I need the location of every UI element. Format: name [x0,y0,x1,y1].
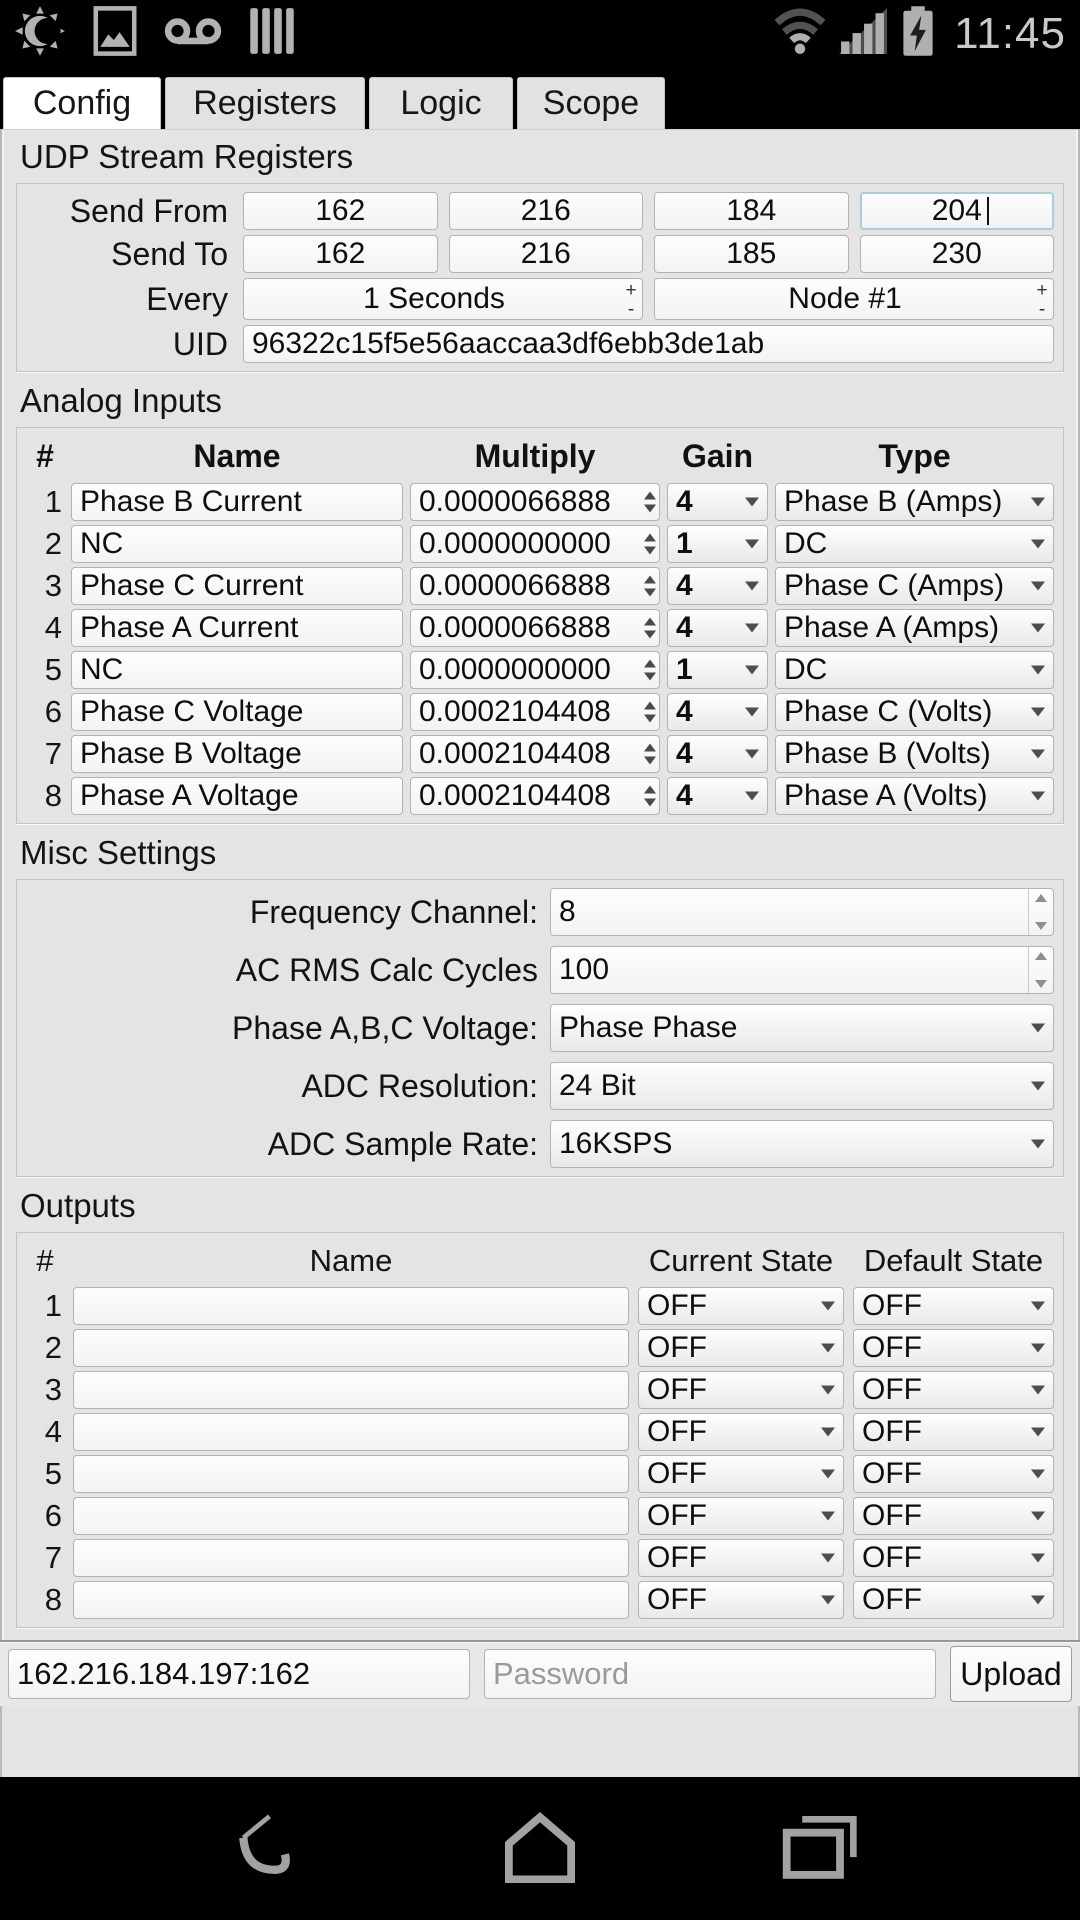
default-state-value: OFF [862,1499,922,1532]
tab-scope[interactable]: Scope [517,77,665,129]
chevron-down-icon [1031,1386,1045,1395]
spinner-arrows-icon[interactable] [644,744,656,765]
upload-bar [0,1640,1080,1706]
home-button[interactable] [495,1804,585,1894]
outputs-header-name: Name [309,1243,393,1278]
analog-row-number: 5 [44,652,62,687]
analog-gain-select[interactable] [667,567,768,605]
chevron-down-icon [1031,498,1045,507]
output-current-state-select[interactable] [638,1413,844,1451]
chevron-down-icon [821,1386,835,1395]
output-name-input[interactable] [73,1413,629,1451]
current-state-value: OFF [647,1541,707,1574]
analog-multiply-input[interactable] [410,483,660,521]
analog-gain-value: 1 [676,527,693,560]
spinner-arrows-icon[interactable] [644,534,656,555]
analog-type-value: Phase C (Volts) [784,695,993,728]
analog-row-number: 3 [44,568,62,603]
analog-type-value: Phase B (Volts) [784,737,991,770]
config-page [0,129,1080,1640]
tab-logic[interactable]: Logic [369,77,513,129]
analog-row-number: 7 [44,736,62,771]
analog-multiply-spinner [410,651,660,689]
analog-name-input[interactable] [71,693,403,731]
output-row-number: 4 [44,1414,62,1449]
analog-type-value: Phase B (Amps) [784,485,1003,518]
output-current-state-select[interactable] [638,1371,844,1409]
device-address-input[interactable] [8,1649,470,1699]
analog-gain-select[interactable] [667,483,768,521]
output-row-number: 3 [44,1372,62,1407]
send-from-octet-4[interactable] [860,192,1055,230]
output-default-state-select[interactable] [853,1413,1054,1451]
current-state-value: OFF [647,1499,707,1532]
analog-multiply-spinner [410,525,660,563]
analog-header-gain: Gain [681,438,754,474]
analog-type-select[interactable] [775,525,1054,563]
analog-type-value: Phase A (Volts) [784,779,988,812]
default-state-value: OFF [862,1373,922,1406]
adc-resolution-label: ADC Resolution: [301,1067,538,1104]
analog-inputs-title: Analog Inputs [20,382,222,419]
analog-name-input[interactable] [71,567,403,605]
output-current-state-select[interactable] [638,1581,844,1619]
analog-type-select[interactable] [775,735,1054,773]
output-default-state-select[interactable] [853,1497,1054,1535]
analog-gain-value: 1 [676,653,693,686]
output-default-state-select[interactable] [853,1371,1054,1409]
output-row-number: 8 [44,1582,62,1617]
analog-gain-value: 4 [676,611,693,644]
outputs-header-num: # [36,1243,54,1278]
analog-gain-value: 4 [676,569,693,602]
analog-type-value: DC [784,653,828,686]
output-default-state-select[interactable] [853,1329,1054,1367]
chevron-down-icon [821,1554,835,1563]
chevron-down-icon [745,792,759,801]
screenshot-icon [92,5,138,62]
upload-button[interactable]: Upload [950,1646,1072,1702]
output-row-number: 7 [44,1540,62,1575]
spinner-arrows-icon[interactable] [644,660,656,681]
node-input[interactable] [654,278,1054,320]
analog-multiply-spinner [410,693,660,731]
increment-button[interactable]: + [625,280,637,301]
home-icon [500,1809,580,1888]
analog-gain-select[interactable] [667,525,768,563]
output-current-state-select[interactable] [638,1539,844,1577]
current-state-value: OFF [647,1457,707,1490]
analog-row-number: 4 [44,610,62,645]
send-from-octet-1[interactable] [243,192,438,230]
analog-gain-select[interactable] [667,735,768,773]
output-name-input[interactable] [73,1287,629,1325]
chevron-down-icon [1031,1344,1045,1353]
misc-settings-title: Misc Settings [20,834,217,871]
default-state-value: OFF [862,1415,922,1448]
ac-rms-calc-cycles-spinner [550,946,1054,994]
decrement-button[interactable]: - [1038,299,1046,320]
output-default-state-select[interactable] [853,1455,1054,1493]
current-state-value: OFF [647,1289,707,1322]
outputs-panel [16,1232,1064,1628]
back-button[interactable] [215,1804,305,1894]
tab-config[interactable]: Config [3,77,161,129]
tab-bar [0,67,1080,129]
analog-header-type: Type [878,438,951,474]
analog-type-select[interactable] [775,651,1054,689]
decrement-button[interactable]: - [627,299,635,320]
chevron-down-icon [821,1344,835,1353]
every-label: Every [146,281,228,317]
analog-multiply-input[interactable] [410,609,660,647]
output-name-input[interactable] [73,1371,629,1409]
analog-inputs-panel [16,427,1064,824]
udp-stream-panel [16,183,1064,372]
send-from-octet-3[interactable] [654,192,849,230]
outputs-header-default-state: Default State [863,1243,1044,1278]
output-current-state-select[interactable] [638,1497,844,1535]
voicemail-icon [164,10,222,57]
chevron-down-icon [1031,708,1045,717]
chevron-down-icon [1031,1596,1045,1605]
spinner-arrows-icon[interactable] [644,618,656,639]
analog-multiply-input[interactable] [410,525,660,563]
spinner-strip[interactable] [1028,889,1053,935]
queue-icon [248,6,296,61]
current-state-value: OFF [647,1415,707,1448]
status-bar-clock: 11:45 [954,8,1066,58]
chevron-down-icon [1031,582,1045,591]
analog-row-number: 1 [44,484,62,519]
analog-multiply-input[interactable] [410,567,660,605]
output-name-input[interactable] [73,1581,629,1619]
chevron-down-icon [745,582,759,591]
output-name-input[interactable] [73,1539,629,1577]
default-state-value: OFF [862,1583,922,1616]
analog-type-value: Phase C (Amps) [784,569,1005,602]
increment-button[interactable]: + [1036,280,1048,301]
adc-sample-rate-select[interactable] [550,1120,1054,1168]
uid-label: UID [172,325,228,362]
analog-name-input[interactable] [71,651,403,689]
ac-rms-calc-cycles-input[interactable] [550,946,1054,994]
recents-icon [780,1810,860,1887]
phase-voltage-select[interactable] [550,1004,1054,1052]
default-state-value: OFF [862,1457,922,1490]
chevron-down-icon [745,540,759,549]
spinner-arrows-icon[interactable] [644,576,656,597]
analog-header-name: Name [193,438,281,474]
chevron-down-icon [1031,1140,1045,1149]
analog-multiply-spinner [410,567,660,605]
signal-icon [838,8,888,59]
chevron-down-icon [821,1512,835,1521]
analog-type-select[interactable] [775,483,1054,521]
status-bar [0,0,1080,67]
chevron-down-icon [1031,1428,1045,1437]
analog-gain-value: 4 [676,779,693,812]
chevron-down-icon [1031,1302,1045,1311]
adc-sample-rate-label: ADC Sample Rate: [267,1125,538,1162]
output-name-input[interactable] [73,1329,629,1367]
udp-stream-registers-title: UDP Stream Registers [20,138,354,175]
status-bar-notification-icons [14,5,296,62]
analog-multiply-spinner [410,777,660,815]
output-default-state-select[interactable] [853,1539,1054,1577]
analog-multiply-spinner [410,735,660,773]
analog-row-number: 2 [44,526,62,561]
output-default-state-select[interactable] [853,1581,1054,1619]
battery-charging-icon [898,4,938,63]
analog-type-select[interactable] [775,777,1054,815]
chevron-down-icon [821,1596,835,1605]
chevron-down-icon [821,1302,835,1311]
chevron-down-icon [1031,624,1045,633]
analog-header-multiply: Multiply [474,438,596,474]
output-row-number: 2 [44,1330,62,1365]
phase-voltage-label: Phase A,B,C Voltage: [232,1009,538,1046]
default-state-value: OFF [862,1331,922,1364]
output-row-number: 5 [44,1456,62,1491]
chevron-down-icon [1031,1512,1045,1521]
analog-multiply-input[interactable] [410,735,660,773]
analog-header-num: # [36,438,54,474]
chevron-down-icon [1031,750,1045,759]
spinner-arrows-icon[interactable] [644,702,656,723]
chevron-down-icon [1031,540,1045,549]
analog-name-input[interactable] [71,735,403,773]
outputs-title: Outputs [20,1187,136,1224]
brightness-icon [14,5,66,62]
analog-gain-value: 4 [676,485,693,518]
analog-multiply-spinner [410,609,660,647]
chevron-down-icon [745,624,759,633]
send-from-octet-2[interactable] [449,192,644,230]
analog-name-input[interactable] [71,609,403,647]
analog-gain-value: 4 [676,737,693,770]
analog-gain-select[interactable] [667,651,768,689]
recents-button[interactable] [775,1804,865,1894]
output-row-number: 1 [44,1288,62,1323]
chevron-down-icon [745,708,759,717]
default-state-value: OFF [862,1289,922,1322]
analog-multiply-input[interactable] [410,777,660,815]
password-input[interactable] [484,1649,936,1699]
adc-resolution-value: 24 Bit [559,1069,636,1102]
current-state-value: OFF [647,1331,707,1364]
chevron-down-icon [821,1470,835,1479]
output-name-input[interactable] [73,1455,629,1493]
chevron-down-icon [745,498,759,507]
node-spinner [654,278,1054,320]
output-default-state-select[interactable] [853,1287,1054,1325]
chevron-down-icon [1031,1082,1045,1091]
frequency-channel-input[interactable] [550,888,1054,936]
chevron-down-icon [1031,1024,1045,1033]
analog-type-value: Phase A (Amps) [784,611,1000,644]
phase-voltage-value: Phase Phase [559,1011,738,1044]
send-interval-spin-buttons [620,279,642,319]
default-state-value: OFF [862,1541,922,1574]
analog-type-select[interactable] [775,609,1054,647]
current-state-value: OFF [647,1583,707,1616]
android-navigation-bar [0,1777,1080,1920]
send-from-octet-4-wrap [860,192,1055,230]
status-bar-system-icons [772,4,1066,63]
analog-name-input[interactable] [71,483,403,521]
adc-resolution-select[interactable] [550,1062,1054,1110]
analog-type-select[interactable] [775,693,1054,731]
misc-settings-panel [16,879,1064,1177]
analog-gain-value: 4 [676,695,693,728]
analog-gain-select[interactable] [667,777,768,815]
analog-type-select[interactable] [775,567,1054,605]
analog-type-value: DC [784,527,828,560]
chevron-down-icon [745,666,759,675]
ac-rms-calc-cycles-label: AC RMS Calc Cycles [235,951,538,988]
frequency-channel-spinner [550,888,1054,936]
analog-row-number: 8 [44,778,62,813]
wifi-icon [772,8,828,59]
chevron-down-icon [1031,1470,1045,1479]
analog-row-number: 6 [44,694,62,729]
send-interval-input[interactable] [243,278,643,320]
chevron-down-icon [745,750,759,759]
footer-spacer [0,1706,1080,1777]
spinner-arrows-icon[interactable] [644,786,656,807]
send-to-octet-1[interactable] [243,235,438,273]
analog-multiply-input[interactable] [410,651,660,689]
chevron-down-icon [1031,666,1045,675]
analog-multiply-spinner [410,483,660,521]
analog-gain-select[interactable] [667,609,768,647]
send-to-octet-3[interactable] [654,235,849,273]
analog-multiply-input[interactable] [410,693,660,731]
spinner-strip[interactable] [1028,947,1053,993]
node-spin-buttons [1031,279,1053,319]
output-current-state-select[interactable] [638,1455,844,1493]
tab-registers[interactable]: Registers [165,77,365,129]
chevron-down-icon [821,1428,835,1437]
chevron-down-icon [1031,792,1045,801]
back-icon [222,1811,298,1886]
output-row-number: 6 [44,1498,62,1533]
outputs-header-current-state: Current State [648,1243,834,1278]
current-state-value: OFF [647,1373,707,1406]
uid-input[interactable] [243,325,1054,363]
output-name-input[interactable] [73,1497,629,1535]
send-to-octet-4[interactable] [860,235,1055,273]
output-current-state-select[interactable] [638,1329,844,1367]
analog-name-input[interactable] [71,525,403,563]
analog-name-input[interactable] [71,777,403,815]
frequency-channel-label: Frequency Channel: [249,893,538,930]
spinner-arrows-icon[interactable] [644,492,656,513]
send-interval-spinner [243,278,643,320]
send-to-label: Send To [111,235,228,272]
chevron-down-icon [1031,1554,1045,1563]
send-to-octet-2[interactable] [449,235,644,273]
send-from-label: Send From [69,192,228,229]
analog-gain-select[interactable] [667,693,768,731]
adc-sample-rate-value: 16KSPS [559,1127,673,1160]
output-current-state-select[interactable] [638,1287,844,1325]
